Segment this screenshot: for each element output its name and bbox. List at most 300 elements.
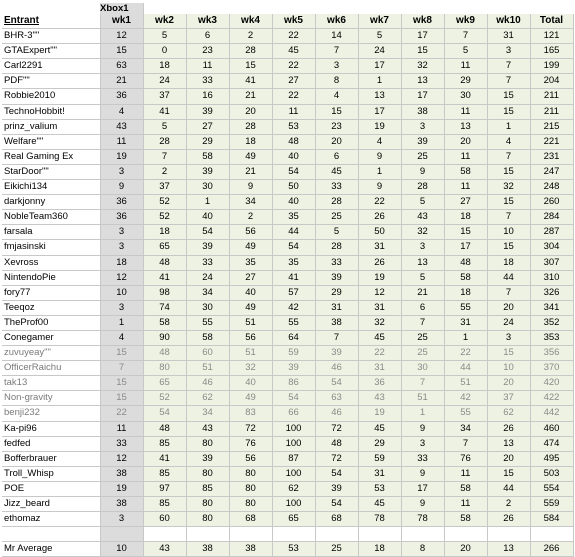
entrant-name: Mr Average [2, 542, 100, 557]
entrant-name: StarDoor"" [2, 164, 100, 179]
score-cell: 46 [315, 361, 358, 376]
score-cell: 17 [401, 89, 444, 104]
score-cell: 49 [229, 240, 272, 255]
score-cell: 18 [358, 542, 401, 557]
score-cell: 5 [315, 225, 358, 240]
score-cell: 18 [100, 255, 143, 270]
score-cell: 3 [100, 240, 143, 255]
score-cell: 38 [315, 315, 358, 330]
score-cell: 15 [401, 44, 444, 59]
score-cell: 78 [401, 512, 444, 527]
score-cell: 36 [100, 210, 143, 225]
score-cell: 4 [100, 330, 143, 345]
score-cell: 29 [358, 436, 401, 451]
score-cell: 24 [186, 270, 229, 285]
score-cell: 9 [401, 421, 444, 436]
score-cell: 54 [315, 466, 358, 481]
entrant-name: fory77 [2, 285, 100, 300]
score-cell: 58 [186, 149, 229, 164]
score-cell: 40 [229, 376, 272, 391]
score-cell: 36 [100, 89, 143, 104]
score-cell: 55 [272, 315, 315, 330]
entrant-name: POE [2, 481, 100, 496]
score-cell: 7 [487, 210, 530, 225]
score-cell: 2 [487, 497, 530, 512]
header-row [2, 14, 573, 29]
score-cell: 39 [315, 346, 358, 361]
score-cell: 7 [487, 59, 530, 74]
score-cell: 45 [358, 497, 401, 512]
score-cell: 27 [272, 74, 315, 89]
score-cell: 31 [358, 466, 401, 481]
score-cell: 76 [444, 451, 487, 466]
score-cell: 13 [401, 255, 444, 270]
total-cell: 460 [530, 421, 573, 436]
score-cell: 34 [186, 285, 229, 300]
score-cell: 9 [358, 149, 401, 164]
score-cell: 51 [229, 346, 272, 361]
score-cell: 18 [444, 285, 487, 300]
score-cell: 62 [186, 391, 229, 406]
score-cell: 38 [401, 104, 444, 119]
score-cell: 68 [315, 512, 358, 527]
score-cell: 1 [487, 119, 530, 134]
score-cell: 1 [401, 406, 444, 421]
score-cell: 38 [229, 542, 272, 557]
score-cell: 15 [315, 104, 358, 119]
score-cell: 65 [143, 376, 186, 391]
score-cell: 54 [315, 376, 358, 391]
score-cell: 58 [143, 315, 186, 330]
table-row [2, 436, 573, 451]
score-cell: 2 [229, 29, 272, 44]
entrant-name: benji232 [2, 406, 100, 421]
score-cell: 74 [143, 300, 186, 315]
score-cell: 56 [229, 330, 272, 345]
score-cell: 25 [401, 149, 444, 164]
score-cell: 40 [272, 149, 315, 164]
score-cell: 54 [272, 391, 315, 406]
score-cell: 80 [186, 466, 229, 481]
score-cell: 29 [186, 134, 229, 149]
entrant-name: PDF"" [2, 74, 100, 89]
entrant-name: Conegamer [2, 330, 100, 345]
score-cell: 3 [487, 44, 530, 59]
score-cell: 12 [100, 451, 143, 466]
score-cell: 27 [186, 119, 229, 134]
score-cell: 46 [186, 376, 229, 391]
total-cell: 495 [530, 451, 573, 466]
score-cell: 23 [315, 119, 358, 134]
score-cell: 17 [401, 29, 444, 44]
total-cell: 356 [530, 346, 573, 361]
total-cell: 503 [530, 466, 573, 481]
score-cell: 11 [444, 59, 487, 74]
score-cell: 1 [186, 195, 229, 210]
score-cell: 38 [100, 497, 143, 512]
spacer-row [2, 527, 573, 542]
score-cell: 15 [487, 195, 530, 210]
score-cell: 11 [444, 104, 487, 119]
score-cell: 4 [487, 134, 530, 149]
entrant-name: Carl2291 [2, 59, 100, 74]
score-cell: 6 [186, 29, 229, 44]
score-cell: 53 [272, 542, 315, 557]
total-cell: 341 [530, 300, 573, 315]
total-cell: 307 [530, 255, 573, 270]
score-cell: 12 [100, 270, 143, 285]
score-cell: 36 [100, 195, 143, 210]
total-cell: 284 [530, 210, 573, 225]
total-cell: 221 [530, 134, 573, 149]
group-label: Xbox1 [100, 3, 143, 14]
score-cell: 43 [100, 119, 143, 134]
score-cell: 32 [229, 361, 272, 376]
score-cell: 15 [444, 225, 487, 240]
score-cell: 43 [401, 210, 444, 225]
score-cell: 16 [186, 89, 229, 104]
total-cell: 211 [530, 89, 573, 104]
score-cell: 32 [358, 315, 401, 330]
score-cell: 80 [143, 361, 186, 376]
score-cell: 4 [358, 134, 401, 149]
score-cell: 27 [229, 270, 272, 285]
score-cell: 20 [487, 451, 530, 466]
score-cell: 34 [229, 195, 272, 210]
score-cell: 15 [487, 164, 530, 179]
score-cell: 5 [143, 29, 186, 44]
week-header: wk3 [186, 14, 229, 29]
score-cell: 28 [229, 119, 272, 134]
total-cell: 231 [530, 149, 573, 164]
score-cell: 25 [401, 346, 444, 361]
score-cell: 30 [186, 300, 229, 315]
table-row [2, 512, 573, 527]
total-cell: 554 [530, 481, 573, 496]
score-cell: 15 [487, 346, 530, 361]
total-cell: 420 [530, 376, 573, 391]
score-cell: 58 [444, 481, 487, 496]
score-cell: 15 [487, 89, 530, 104]
score-cell: 48 [143, 346, 186, 361]
score-cell: 90 [143, 330, 186, 345]
week-header: wk8 [401, 14, 444, 29]
score-cell: 50 [358, 225, 401, 240]
score-cell: 27 [444, 195, 487, 210]
score-cell: 3 [100, 300, 143, 315]
score-cell: 19 [100, 149, 143, 164]
score-cell: 38 [100, 466, 143, 481]
table-row [2, 406, 573, 421]
score-cell: 18 [143, 225, 186, 240]
entrant-name: Ka-pi96 [2, 421, 100, 436]
entrant-name: Welfare"" [2, 134, 100, 149]
score-cell: 22 [100, 406, 143, 421]
score-cell: 7 [444, 29, 487, 44]
table-row [2, 315, 573, 330]
score-cell: 3 [315, 59, 358, 74]
score-cell: 62 [272, 481, 315, 496]
score-cell: 42 [272, 300, 315, 315]
score-cell: 17 [358, 104, 401, 119]
score-cell: 83 [229, 406, 272, 421]
score-cell: 45 [358, 421, 401, 436]
score-cell: 28 [315, 240, 358, 255]
score-cell: 18 [143, 59, 186, 74]
score-cell: 58 [444, 512, 487, 527]
score-cell: 21 [229, 89, 272, 104]
total-cell: 165 [530, 44, 573, 59]
score-cell: 33 [401, 451, 444, 466]
score-cell: 85 [143, 466, 186, 481]
score-cell: 51 [186, 361, 229, 376]
score-cell: 11 [100, 421, 143, 436]
week-header: wk1 [100, 14, 143, 29]
score-cell: 80 [186, 497, 229, 512]
total-cell: 121 [530, 29, 573, 44]
score-cell: 51 [229, 315, 272, 330]
total-cell: 352 [530, 315, 573, 330]
score-cell: 28 [229, 44, 272, 59]
score-cell: 7 [401, 315, 444, 330]
score-cell: 39 [186, 164, 229, 179]
score-cell: 80 [229, 466, 272, 481]
score-cell: 49 [229, 300, 272, 315]
score-cell: 59 [358, 451, 401, 466]
score-cell: 85 [186, 481, 229, 496]
score-cell: 48 [143, 421, 186, 436]
total-cell: 559 [530, 497, 573, 512]
table-row [2, 59, 573, 74]
score-cell: 45 [315, 164, 358, 179]
score-cell: 31 [315, 300, 358, 315]
score-cell: 72 [229, 421, 272, 436]
score-cell: 80 [186, 512, 229, 527]
total-cell: 204 [530, 74, 573, 89]
table-row [2, 180, 573, 195]
score-cell: 31 [358, 361, 401, 376]
score-cell: 58 [186, 330, 229, 345]
entrant-name: NintendoPie [2, 270, 100, 285]
entrant-name: Jizz_beard [2, 497, 100, 512]
score-cell: 41 [143, 104, 186, 119]
score-cell: 72 [315, 421, 358, 436]
entrant-name: OfficerRaichu [2, 361, 100, 376]
score-cell: 58 [444, 270, 487, 285]
score-cell: 85 [143, 436, 186, 451]
table-row [2, 466, 573, 481]
entrant-name: fmjasinski [2, 240, 100, 255]
score-cell: 9 [401, 497, 444, 512]
table-row [2, 44, 573, 59]
week-header: wk5 [272, 14, 315, 29]
score-cell: 24 [487, 315, 530, 330]
table-row [2, 421, 573, 436]
score-cell: 48 [444, 255, 487, 270]
total-cell: 199 [530, 59, 573, 74]
score-cell: 11 [444, 497, 487, 512]
score-cell: 28 [401, 180, 444, 195]
score-cell: 22 [358, 195, 401, 210]
score-cell: 29 [315, 285, 358, 300]
score-cell: 44 [487, 481, 530, 496]
score-cell: 13 [444, 119, 487, 134]
score-cell: 11 [444, 180, 487, 195]
score-cell: 24 [143, 74, 186, 89]
score-cell: 33 [186, 255, 229, 270]
score-cell: 100 [272, 421, 315, 436]
score-cell: 33 [186, 74, 229, 89]
score-cell: 53 [272, 119, 315, 134]
score-cell: 1 [358, 74, 401, 89]
score-cell: 22 [272, 89, 315, 104]
table-row [2, 391, 573, 406]
score-cell: 26 [487, 512, 530, 527]
score-cell: 7 [401, 376, 444, 391]
score-cell: 33 [315, 255, 358, 270]
table-row [2, 164, 573, 179]
score-cell: 21 [401, 285, 444, 300]
table-row [2, 104, 573, 119]
total-cell: 370 [530, 361, 573, 376]
score-cell: 19 [358, 270, 401, 285]
score-cell: 7 [100, 361, 143, 376]
score-cell: 15 [100, 391, 143, 406]
score-cell: 40 [272, 195, 315, 210]
score-cell: 15 [100, 376, 143, 391]
score-cell: 55 [444, 300, 487, 315]
entrant-name: zuvuyeay"" [2, 346, 100, 361]
score-cell: 20 [444, 542, 487, 557]
score-cell: 38 [186, 542, 229, 557]
score-cell: 54 [272, 240, 315, 255]
score-cell: 14 [315, 29, 358, 44]
score-cell: 22 [272, 59, 315, 74]
score-cell: 3 [401, 119, 444, 134]
score-cell: 39 [186, 451, 229, 466]
score-cell: 33 [315, 180, 358, 195]
score-cell: 63 [100, 59, 143, 74]
score-cell: 32 [487, 180, 530, 195]
score-cell: 80 [229, 497, 272, 512]
score-cell: 7 [315, 330, 358, 345]
score-cell: 8 [401, 542, 444, 557]
score-cell: 20 [229, 104, 272, 119]
score-cell: 13 [487, 436, 530, 451]
score-cell: 32 [401, 225, 444, 240]
total-cell: 326 [530, 285, 573, 300]
table-row [2, 119, 573, 134]
score-cell: 19 [358, 119, 401, 134]
score-cell: 11 [186, 59, 229, 74]
score-cell: 20 [487, 300, 530, 315]
score-cell: 45 [272, 44, 315, 59]
score-cell: 42 [444, 391, 487, 406]
score-cell: 44 [487, 270, 530, 285]
score-cell: 1 [444, 330, 487, 345]
score-cell: 18 [487, 255, 530, 270]
score-cell: 31 [487, 29, 530, 44]
score-cell: 57 [272, 285, 315, 300]
entrant-name: TechnoHobbit! [2, 104, 100, 119]
score-cell: 30 [401, 361, 444, 376]
score-cell: 26 [358, 255, 401, 270]
score-cell: 17 [444, 240, 487, 255]
score-cell: 34 [444, 421, 487, 436]
score-cell: 39 [186, 104, 229, 119]
score-cell: 9 [401, 164, 444, 179]
score-cell: 65 [272, 512, 315, 527]
score-cell: 54 [143, 406, 186, 421]
score-cell: 22 [358, 346, 401, 361]
score-cell: 52 [143, 210, 186, 225]
total-cell: 247 [530, 164, 573, 179]
score-cell: 7 [487, 74, 530, 89]
score-cell: 59 [272, 346, 315, 361]
table-row [2, 240, 573, 255]
total-cell: 215 [530, 119, 573, 134]
score-cell: 3 [100, 512, 143, 527]
table-row [2, 74, 573, 89]
score-cell: 13 [487, 542, 530, 557]
score-cell: 3 [487, 330, 530, 345]
entrant-name: Bofferbrauer [2, 451, 100, 466]
score-cell: 40 [186, 210, 229, 225]
total-cell: 211 [530, 104, 573, 119]
entrant-name: ethomaz [2, 512, 100, 527]
score-cell: 100 [272, 436, 315, 451]
score-cell: 41 [272, 270, 315, 285]
score-cell: 31 [358, 300, 401, 315]
week-header: wk9 [444, 14, 487, 29]
score-cell: 40 [229, 285, 272, 300]
score-cell: 11 [100, 134, 143, 149]
score-cell: 34 [186, 406, 229, 421]
week-header: wk4 [229, 14, 272, 29]
score-cell: 11 [272, 104, 315, 119]
score-cell: 55 [186, 315, 229, 330]
score-cell: 28 [315, 195, 358, 210]
score-cell: 39 [186, 240, 229, 255]
score-cell: 33 [100, 436, 143, 451]
table-row [2, 89, 573, 104]
score-cell: 18 [444, 210, 487, 225]
week-header: wk10 [487, 14, 530, 29]
score-cell: 43 [186, 421, 229, 436]
score-cell: 17 [401, 481, 444, 496]
entrant-name: TheProf00 [2, 315, 100, 330]
score-cell: 44 [272, 225, 315, 240]
score-cell: 30 [186, 180, 229, 195]
entrant-name: NobleTeam360 [2, 210, 100, 225]
score-cell: 5 [143, 119, 186, 134]
score-cell: 80 [229, 481, 272, 496]
score-cell: 35 [272, 255, 315, 270]
score-cell: 2 [229, 210, 272, 225]
score-cell: 43 [358, 391, 401, 406]
score-cell: 10 [487, 361, 530, 376]
score-cell: 63 [315, 391, 358, 406]
score-cell: 35 [229, 255, 272, 270]
table-row [2, 497, 573, 512]
score-cell: 7 [487, 149, 530, 164]
total-cell: 248 [530, 180, 573, 195]
score-cell: 26 [487, 421, 530, 436]
score-cell: 65 [143, 240, 186, 255]
score-cell: 30 [444, 89, 487, 104]
score-cell: 58 [444, 164, 487, 179]
score-cell: 2 [143, 164, 186, 179]
